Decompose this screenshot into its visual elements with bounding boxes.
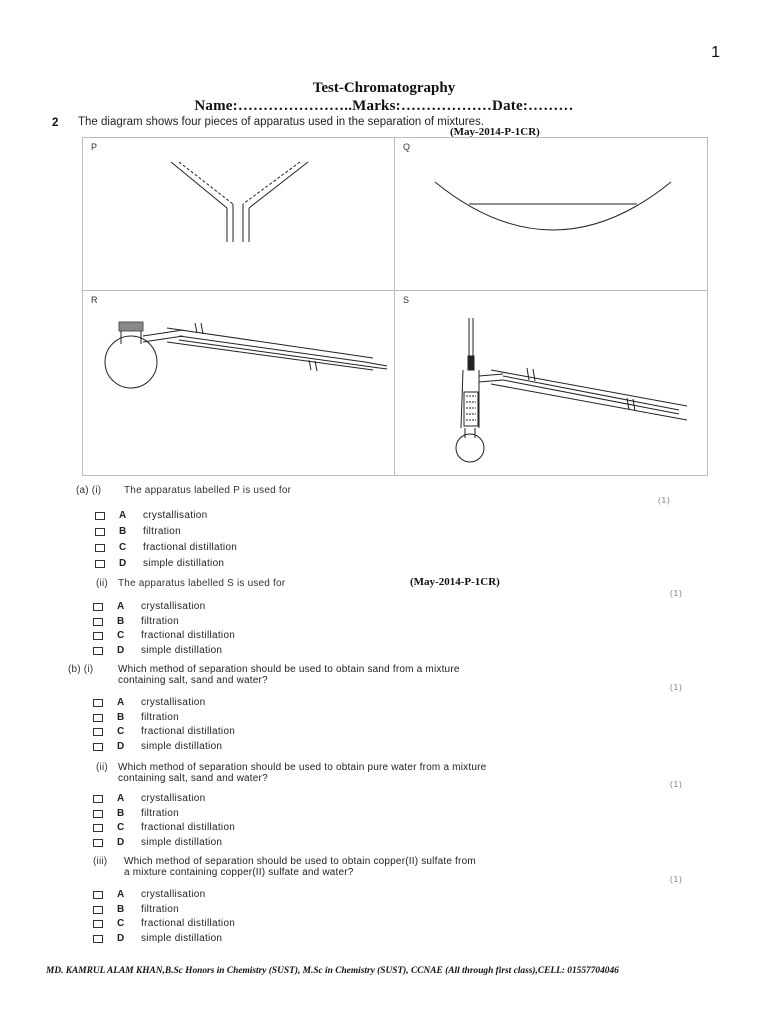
apparatus-drawings xyxy=(83,138,707,475)
part-a-i-text: The apparatus labelled P is used for xyxy=(124,485,292,496)
answer-checkbox[interactable] xyxy=(93,935,103,943)
part-a-i-label: (a) (i) xyxy=(76,485,102,496)
answer-checkbox[interactable] xyxy=(95,544,105,552)
part-a-ii-marks: (1) xyxy=(670,589,683,598)
part-b-iii-label: (iii) xyxy=(93,856,108,867)
author-footer: MD. KAMRUL ALAM KHAN,B.Sc Honors in Chemistry (SUST), M.Sc in Chemistry (SUST), CCNAE (All through first class),CELL: 01557704046 xyxy=(46,966,619,976)
part-b-ii-label: (ii) xyxy=(96,762,108,773)
part-b-i-marks: (1) xyxy=(670,683,683,692)
part-b-iii-text: Which method of separation should be used to obtain copper(II) sulfate from a mixture containing copper(II) sulfate and water? xyxy=(124,856,476,878)
part-a-ii-text: The apparatus labelled S is used for xyxy=(118,578,286,589)
b-i-option-a[interactable]: A crystallisation xyxy=(93,697,206,708)
part-b-i-text: Which method of separation should be used to obtain sand from a mixture containing salt, sand and water? xyxy=(118,664,460,686)
page-title: Test-Chromatography xyxy=(312,80,456,96)
answer-checkbox[interactable] xyxy=(93,618,103,626)
b-ii-option-a[interactable]: A crystallisation xyxy=(93,793,206,804)
answer-checkbox[interactable] xyxy=(93,728,103,736)
b-iii-option-d[interactable]: D simple distillation xyxy=(93,933,222,944)
answer-checkbox[interactable] xyxy=(95,560,105,568)
b-ii-option-b[interactable]: B filtration xyxy=(93,808,179,819)
exam-reference-2: (May-2014-P-1CR) xyxy=(410,576,500,588)
evaporating-basin-drawing xyxy=(435,182,671,230)
answer-checkbox[interactable] xyxy=(93,632,103,640)
answer-checkbox[interactable] xyxy=(93,824,103,832)
question-stem: The diagram shows four pieces of apparatus used in the separation of mixtures. xyxy=(78,116,484,128)
answer-checkbox[interactable] xyxy=(93,795,103,803)
exam-reference: (May-2014-P-1CR) xyxy=(450,126,540,138)
answer-checkbox[interactable] xyxy=(93,810,103,818)
answer-checkbox[interactable] xyxy=(93,920,103,928)
answer-checkbox[interactable] xyxy=(93,743,103,751)
b-ii-option-d[interactable]: D simple distillation xyxy=(93,837,222,848)
part-b-iii-marks: (1) xyxy=(670,875,683,884)
part-a-ii-label: (ii) xyxy=(96,578,108,589)
apparatus-label-s: S xyxy=(403,295,410,305)
b-iii-option-b[interactable]: B filtration xyxy=(93,904,179,915)
answer-checkbox[interactable] xyxy=(93,839,103,847)
answer-checkbox[interactable] xyxy=(93,647,103,655)
apparatus-label-q: Q xyxy=(403,142,411,152)
a-ii-option-a[interactable]: A crystallisation xyxy=(93,601,206,612)
b-i-option-b[interactable]: B filtration xyxy=(93,712,179,723)
part-b-ii-text: Which method of separation should be used to obtain pure water from a mixture containing salt, sand and water? xyxy=(118,762,487,784)
simple-distillation-drawing xyxy=(105,322,387,388)
part-b-ii-marks: (1) xyxy=(670,780,683,789)
b-i-option-d[interactable]: D simple distillation xyxy=(93,741,222,752)
a-ii-option-d[interactable]: D simple distillation xyxy=(93,645,222,656)
fractional-distillation-drawing xyxy=(456,318,687,462)
b-ii-option-c[interactable]: C fractional distillation xyxy=(93,822,235,833)
answer-checkbox[interactable] xyxy=(93,714,103,722)
page-number: 1 xyxy=(711,44,720,61)
apparatus-grid xyxy=(82,137,708,476)
a-i-option-b[interactable]: B filtration xyxy=(95,526,181,537)
part-a-i-marks: (1) xyxy=(658,496,671,505)
part-b-i-label: (b) (i) xyxy=(68,664,94,675)
b-iii-option-c[interactable]: C fractional distillation xyxy=(93,918,235,929)
answer-checkbox[interactable] xyxy=(93,891,103,899)
b-iii-option-a[interactable]: A crystallisation xyxy=(93,889,206,900)
answer-checkbox[interactable] xyxy=(93,603,103,611)
answer-checkbox[interactable] xyxy=(95,512,105,520)
apparatus-label-r: R xyxy=(91,295,98,305)
a-i-option-a[interactable]: A crystallisation xyxy=(95,510,208,521)
name-marks-date-line: Name:…………………..Marks:………………Date:……… xyxy=(194,98,574,114)
a-ii-option-b[interactable]: B filtration xyxy=(93,616,179,627)
answer-checkbox[interactable] xyxy=(93,699,103,707)
answer-checkbox[interactable] xyxy=(93,906,103,914)
a-i-option-c[interactable]: C fractional distillation xyxy=(95,542,237,553)
question-number: 2 xyxy=(52,117,59,129)
filter-funnel-drawing xyxy=(171,162,308,242)
a-ii-option-c[interactable]: C fractional distillation xyxy=(93,630,235,641)
apparatus-label-p: P xyxy=(91,142,98,152)
a-i-option-d[interactable]: D simple distillation xyxy=(95,558,224,569)
b-i-option-c[interactable]: C fractional distillation xyxy=(93,726,235,737)
answer-checkbox[interactable] xyxy=(95,528,105,536)
